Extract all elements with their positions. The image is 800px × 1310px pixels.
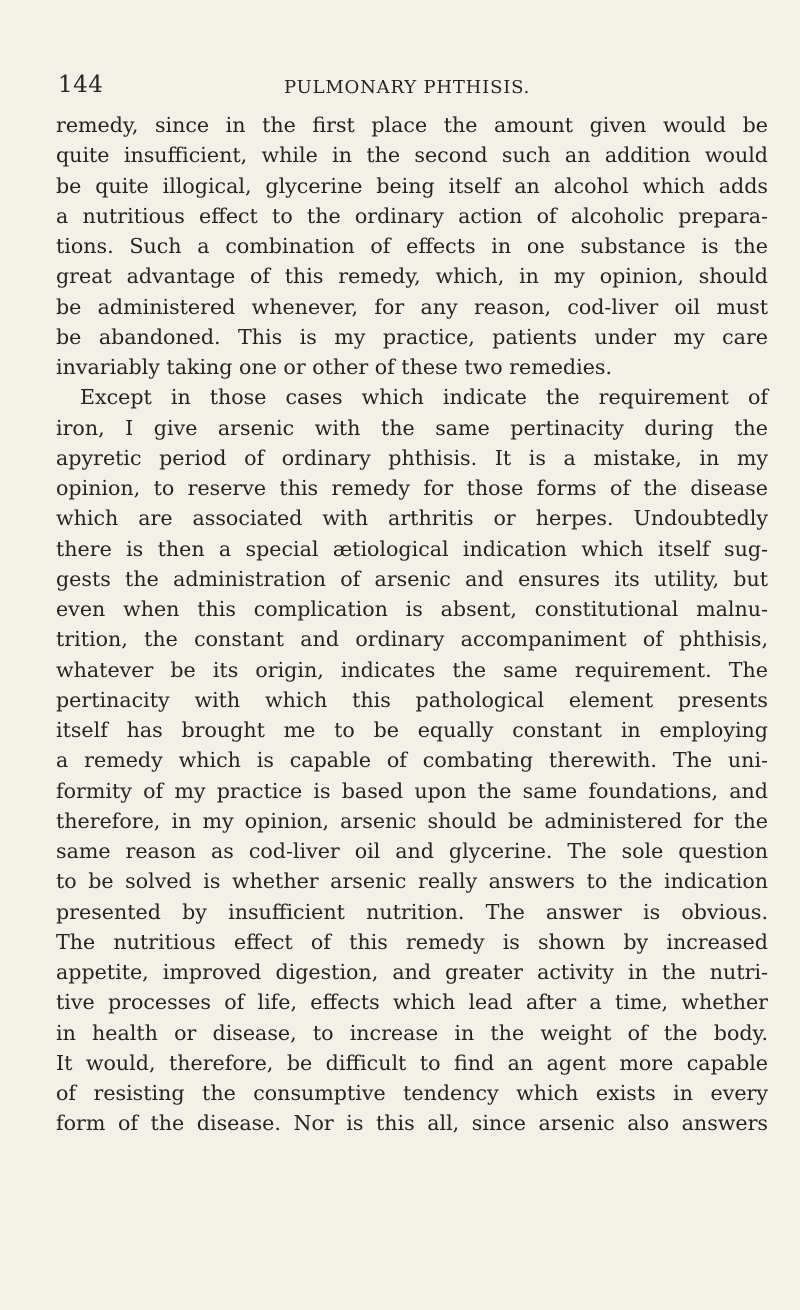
text-line: of resisting the consumptive tendency which exists in every <box>56 1081 768 1105</box>
text-line: presented by insufficient nutrition. The answer is obvious. <box>56 899 768 924</box>
text-line: quite insufficient, while in the second such an addition would <box>56 143 768 168</box>
text-line: be abandoned. This is my practice, patients under my care <box>56 324 768 349</box>
text-line: form of the disease. Nor is this all, since arsenic also answers <box>56 1111 768 1136</box>
text-line: same reason as cod-liver oil and glycerine. The sole question <box>56 839 768 863</box>
text-line: therefore, in my opinion, arsenic should be administered for the <box>56 808 768 833</box>
text-line: whatever be its origin, indicates the same requirement. The <box>56 657 768 682</box>
text-line: appetite, improved digestion, and greater activity in the nutri- <box>56 960 768 984</box>
text-line: great advantage of this remedy, which, in my opinion, should <box>56 264 768 289</box>
text-line: be administered whenever, for any reason, cod-liver oil must <box>56 294 768 319</box>
text-line: Except in those cases which indicate the requirement of <box>80 385 768 410</box>
text-line: which are associated with arthritis or herpes. Undoubtedly <box>56 506 768 531</box>
text-line: apyretic period of ordinary phthisis. It is a mistake, in my <box>56 445 768 470</box>
text-line: tive processes of life, effects which lead after a time, whether <box>56 990 768 1015</box>
text-line: to be solved is whether arsenic really answers to the indication <box>56 869 768 894</box>
page-header <box>58 72 768 108</box>
text-line: remedy, since in the first place the amount given would be <box>56 113 768 137</box>
text-line: be quite illogical, glycerine being itself an alcohol which adds <box>56 173 768 198</box>
text-line: gests the administration of arsenic and ensures its utility, but <box>56 566 768 591</box>
text-line: even when this complication is absent, constitutional malnu- <box>56 597 768 621</box>
text-line: itself has brought me to be equally constant in employing <box>56 718 768 742</box>
text-line: trition, the constant and ordinary accompaniment of phthisis, <box>56 627 768 652</box>
text-line: iron, I give arsenic with the same pertinacity during the <box>56 415 768 440</box>
text-line: invariably taking one or other of these two remedies. <box>56 355 612 379</box>
text-line: there is then a special ætiological indication which itself sug- <box>56 536 768 561</box>
text-line: a nutritious effect to the ordinary action of alcoholic prepara- <box>56 203 768 228</box>
text-line: a remedy which is capable of combating therewith. The uni- <box>56 748 768 773</box>
running-head: PULMONARY PHTHISIS. <box>284 77 531 98</box>
text-line: pertinacity with which this pathological element presents <box>56 687 768 712</box>
text-line: formity of my practice is based upon the same foundations, and <box>56 778 768 803</box>
text-line: tions. Such a combination of effects in one substance is the <box>56 234 768 258</box>
text-line: It would, therefore, be difficult to find an agent more capable <box>56 1050 768 1075</box>
page-number: 144 <box>58 72 104 98</box>
text-line: in health or disease, to increase in the weight of the body. <box>56 1020 768 1045</box>
text-line: opinion, to reserve this remedy for those forms of the disease <box>56 476 768 500</box>
text-line: The nutritious effect of this remedy is shown by increased <box>56 929 768 954</box>
body-text <box>56 110 768 1139</box>
